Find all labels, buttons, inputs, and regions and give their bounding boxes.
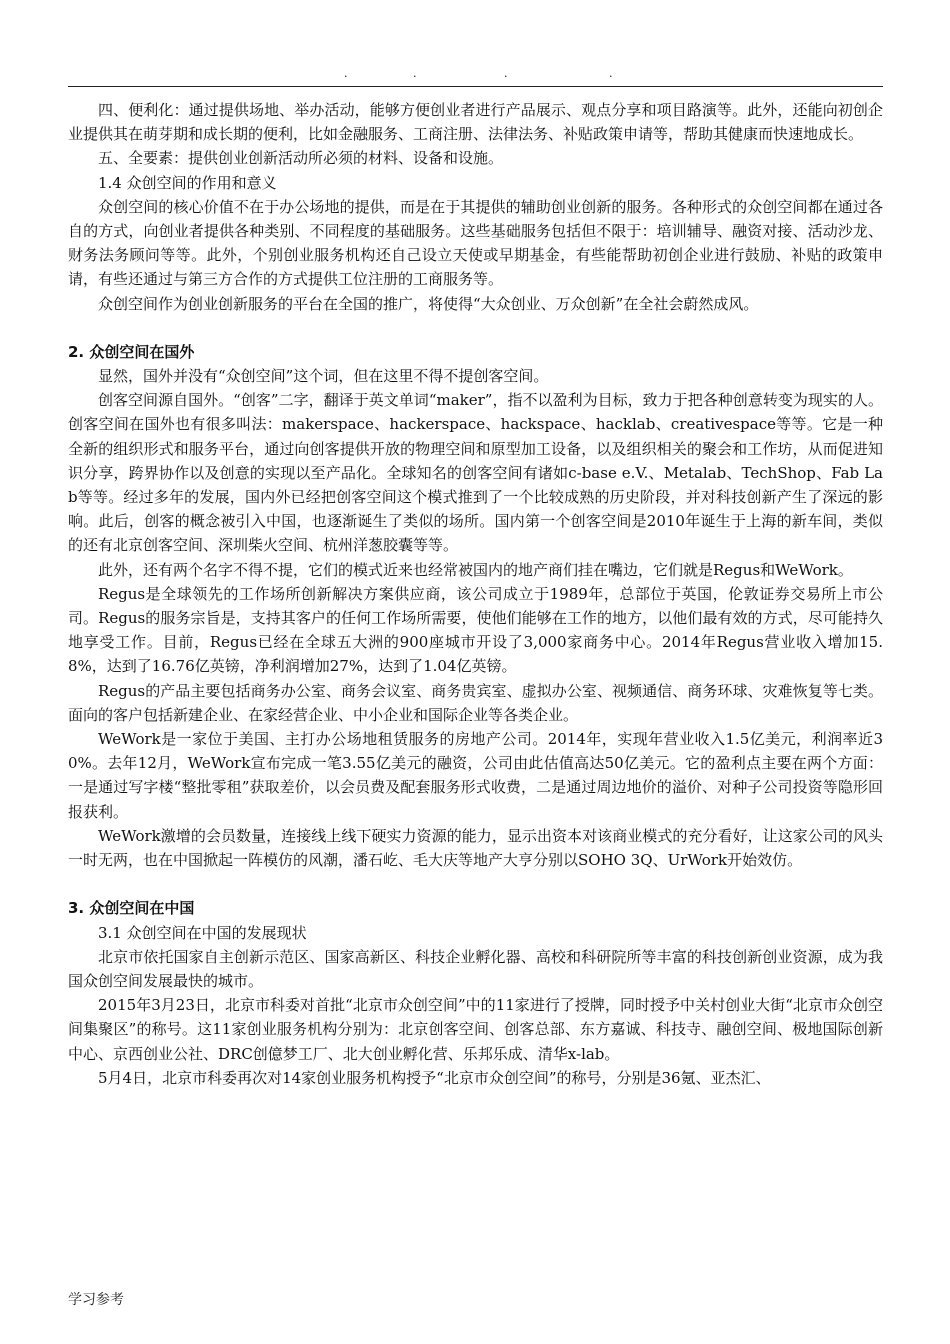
header-rule: [68, 86, 883, 87]
header-dot: .: [413, 67, 417, 80]
paragraph: 众创空间作为创业创新服务的平台在全国的推广，将使得“大众创业、万众创新”在全社会蔚然成风。: [98, 294, 759, 313]
paragraph: 众创空间的核心价值不在于办公场地的提供，而是在于其提供的辅助创业创新的服务。各种形式的众创空间都在通过各自的方式，向创业者提供各种类别、不同程度的基础服务。这些基础服务包括但不限于：培训辅导、融资对接、活动沙龙、财务法务顾问等等。此外，个别创业服务机构还自己设立天使或早期基金，有些能帮助初创企业进行鼓励、补贴的政策申请，有些还通过与第三方合作的方式提供工位注册的工商服务等。: [68, 197, 883, 289]
paragraph: 2015年3月23日，北京市科委对首批“北京市众创空间”中的11家进行了授牌，同时授予中关村创业大街“北京市众创空间集聚区”的称号。这11家创业服务机构分别为：北京创客空间、创客总部、东方嘉诚、科技寺、融创空间、极地国际创新中心、京西创业公社、DRC创億梦工厂、北大创业孵化营、乐邦乐成、清华x-lab。: [68, 996, 883, 1063]
paragraph: Regus的产品主要包括商务办公室、商务会议室、商务贵宾室、虚拟办公室、视频通信、商务环球、灾难恢复等七类。面向的客户包括新建企业、在家经营企业、中小企业和国际企业等各类企业。: [68, 681, 883, 724]
paragraph: 显然，国外并没有“众创空间”这个词，但在这里不得不提创客空间。: [98, 367, 549, 386]
paragraph: 五、全要素：提供创业创新活动所必须的材料、设备和设施。: [98, 149, 504, 168]
header-dot: .: [609, 67, 613, 80]
paragraph: 北京市依托国家自主创新示范区、国家高新区、科技企业孵化器、高校和科研院所等丰富的科技创新创业资源，成为我国众创空间发展最快的城市。: [68, 947, 883, 990]
paragraph: 创客空间源自国外。“创客”二字，翻译于英文单词“maker”，指不以盈利为目标，致力于把各种创意转变为现实的人。创客空间在国外也有很多叫法：makerspace、hackerspace、hackspace、hacklab、creativespace等等。它是一种全新的组织形式和服务平台，通过向创客提供开放的物理空间和原型加工设备，以及组织相关的聚会和工作坊，从而促进知识分享，跨界协作以及创意的实现以至产品化。全球知名的创客空间有诸如c-base e.V.、Metalab、TechShop、Fab Lab等等。经过多年的发展，国内外已经把创客空间这个模式推到了一个比较成熟的历史阶段，并对科技创新产生了深远的影响。此后，创客的概念被引入中国，也逐渐诞生了类似的场所。国内第一个创客空间是2010年诞生于上海的新车间，类似的还有北京创客空间、深圳柴火空间、杭州洋葱胶囊等等。: [68, 391, 883, 555]
document-page: [68, 0, 883, 1344]
page-header: [68, 66, 883, 82]
paragraph: 四、便利化：通过提供场地、举办活动，能够方便创业者进行产品展示、观点分享和项目路演等。此外，还能向初创企业提供其在萌芽期和成长期的便利，比如金融服务、工商注册、法律法务、补贴政策申请等，帮助其健康而快速地成长。: [68, 101, 883, 144]
subsection-heading: 1.4 众创空间的作用和意义: [98, 173, 277, 192]
paragraph: WeWork激增的会员数量，连接线上线下硬实力资源的能力，显示出资本对该商业模式的充分看好，让这家公司的风头一时无两，也在中国掀起一阵模仿的风潮，潘石屹、毛大庆等地产大亨分别以SOHO 3Q、UrWork开始效仿。: [68, 826, 883, 870]
paragraph: WeWork是一家位于美国、主打办公场地租赁服务的房地产公司。2014年，实现年营业收入1.5亿美元，利润率近30%。去年12月，WeWork宣布完成一笔3.55亿美元的融资，公司由此估值高达50亿美元。它的盈利点主要在两个方面：一是通过写字楼“整批零租”获取差价，以会员费及配套服务形式收费，二是通过周边地价的溢价、对种子公司投资等隐形回报获利。: [68, 730, 883, 821]
section-gap: [68, 872, 883, 896]
paragraph: 5月4日，北京市科委再次对14家创业服务机构授予“北京市众创空间”的称号，分别是36氪、亚杰汇、: [98, 1068, 771, 1087]
section-heading: 3. 众创空间在中国: [68, 899, 195, 918]
header-dot: .: [504, 67, 508, 80]
section-heading: 2. 众创空间在国外: [68, 342, 195, 361]
subsection-heading: 3.1 众创空间在中国的发展现状: [98, 923, 307, 942]
document-body: [68, 98, 883, 1090]
section-gap: [68, 316, 883, 340]
paragraph: Regus是全球领先的工作场所创新解决方案供应商，该公司成立于1989年，总部位于英国，伦敦证券交易所上市公司。Regus的服务宗旨是，支持其客户的任何工作场所需要，使他们能够在工作的地方，以他们最有效的方式，尽可能持久地享受工作。目前，Regus已经在全球五大洲的900座城市开设了3,000家商务中心。2014年Regus营业收入增加15.8%，达到了16.76亿英镑，净利润增加27%，达到了1.04亿英镑。: [68, 584, 883, 676]
page-footer: 学习参考: [68, 1292, 124, 1308]
paragraph: 此外，还有两个名字不得不提，它们的模式近来也经常被国内的地产商们挂在嘴边，它们就是Regus和WeWork。: [98, 560, 853, 579]
header-dot: .: [344, 67, 348, 80]
